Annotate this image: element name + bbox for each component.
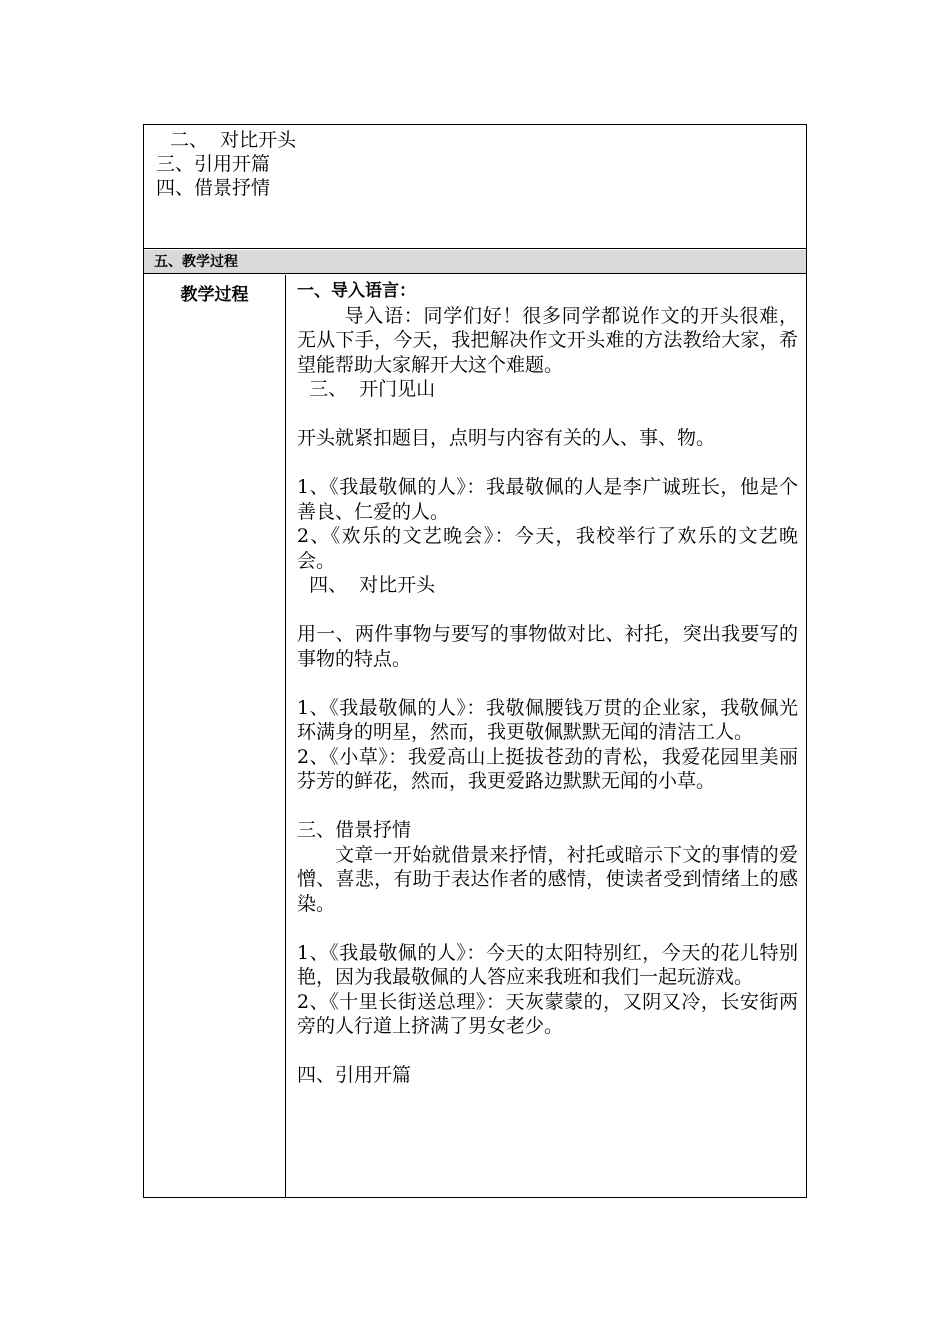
row-label-text: 教学过程 xyxy=(180,285,249,305)
subheading: 四、 对比开头 xyxy=(297,574,436,596)
paragraph: 开头就紧扣题目，点明与内容有关的人、事、物。 xyxy=(297,427,716,449)
method-item: 二、 对比开头 xyxy=(170,129,297,151)
row-label xyxy=(144,275,286,1197)
lesson-table xyxy=(143,124,807,1198)
paragraph: 文章一开始就借景来抒情，衬托或暗示下文的事情的爱憎、喜悲，有助于表达作者的感情，使读者受到情绪上的感染。 xyxy=(297,843,798,915)
method-item: 四、借景抒情 xyxy=(156,177,271,199)
heading-import: 一、导入语言： xyxy=(297,281,416,301)
method-list-cell xyxy=(144,125,806,249)
example-item: 1、《我最敬佩的人》：我敬佩腰钱万贯的企业家，我敬佩光环满身的明星，然而，我更敬佩默默无闻的清洁工人。 xyxy=(297,696,798,743)
subheading: 三、借景抒情 xyxy=(297,819,412,841)
section-header: 五、教学过程 xyxy=(144,250,806,274)
example-item: 1、《我最敬佩的人》：今天的太阳特别红，今天的花儿特别艳，因为我最敬佩的人答应来我班和我们一起玩游戏。 xyxy=(297,941,798,988)
method-item: 三、引用开篇 xyxy=(156,153,271,175)
content-cell xyxy=(287,275,806,1197)
example-item: 1、《我最敬佩的人》：我最敬佩的人是李广诚班长，他是个善良、仁爱的人。 xyxy=(297,476,798,523)
intro-paragraph: 导入语：同学们好！很多同学都说作文的开头很难，无从下手，今天，我把解决作文开头难的方法教给大家，希望能帮助大家解开大这个难题。 xyxy=(297,304,798,376)
paragraph: 用一、两件事物与要写的事物做对比、衬托，突出我要写的事物的特点。 xyxy=(297,623,798,670)
example-item: 2、《小草》：我爱高山上挺拔苍劲的青松，我爱花园里美丽芬芳的鲜花，然而，我更爱路边默默无闻的小草。 xyxy=(297,745,798,792)
subheading: 三、 开门见山 xyxy=(297,378,436,400)
example-item: 2、《欢乐的文艺晚会》：今天，我校举行了欢乐的文艺晚会。 xyxy=(297,525,798,572)
example-item: 2、《十里长街送总理》：天灰蒙蒙的，又阴又冷，长安街两旁的人行道上挤满了男女老少。 xyxy=(297,990,798,1037)
subheading: 四、引用开篇 xyxy=(297,1064,412,1086)
